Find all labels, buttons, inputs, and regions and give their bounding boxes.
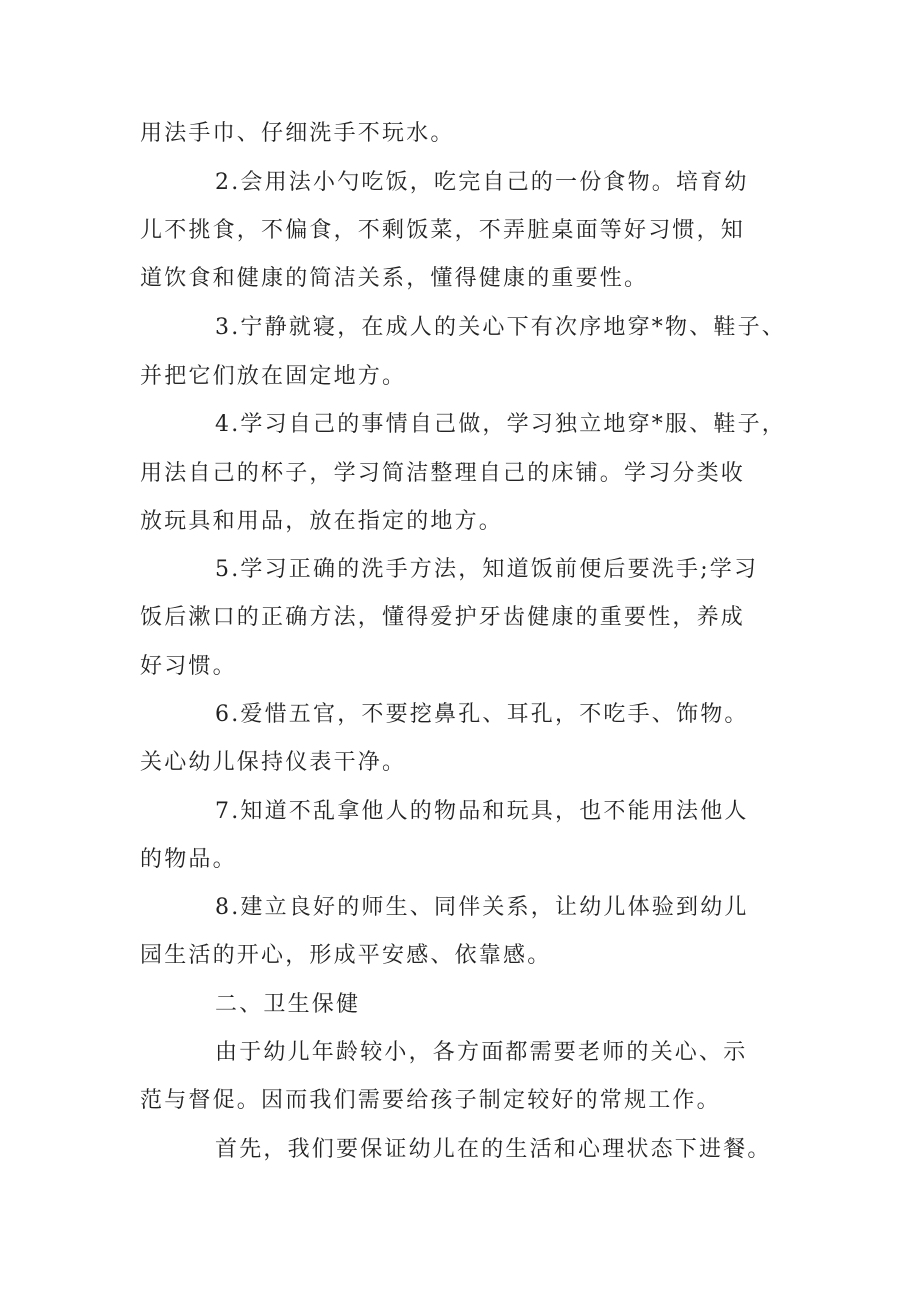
text-line: 并把它们放在固定地方。 <box>140 364 407 389</box>
text-line: 儿不挑食，不偏食，不剩饭菜，不弄脏桌面等好习惯，知 <box>140 218 746 243</box>
text-line: 6.爱惜五官，不要挖鼻孔、耳孔，不吃手、饰物。 <box>215 702 749 727</box>
text-line: 范与督促。因而我们需要给孩子制定较好的常规工作。 <box>140 1088 721 1113</box>
text-line: 3.宁静就寝，在成人的关心下有次序地穿*物、鞋子、 <box>215 315 786 340</box>
text-line: 关心幼儿保持仪表干净。 <box>140 750 407 775</box>
text-line: 道饮食和健康的简洁关系，懂得健康的重要性。 <box>140 266 649 291</box>
text-line: 放玩具和用品，放在指定的地方。 <box>140 509 504 534</box>
section-heading: 二、卫生保健 <box>215 992 361 1017</box>
text-line: 好习惯。 <box>140 654 237 679</box>
text-line: 8.建立良好的师生、同伴关系，让幼儿体验到幼儿 <box>215 895 749 920</box>
text-line: 7.知道不乱拿他人的物品和玩具，也不能用法他人 <box>215 799 749 824</box>
text-line: 2.会用法小勺吃饭，吃完自己的一份食物。培育幼 <box>215 170 749 195</box>
text-line: 4.学习自己的事情自己做，学习独立地穿*服、鞋子， <box>215 412 786 437</box>
text-line: 用法自己的杯子，学习简洁整理自己的床铺。学习分类收 <box>140 461 746 486</box>
text-line: 园生活的开心，形成平安感、依靠感。 <box>140 943 552 968</box>
text-line: 由于幼儿年龄较小，各方面都需要老师的关心、示 <box>215 1040 748 1065</box>
text-line: 首先，我们要保证幼儿在的生活和心理状态下进餐。 <box>215 1137 772 1162</box>
text-line: 的物品。 <box>140 847 237 872</box>
text-line: 饭后漱口的正确方法，懂得爱护牙齿健康的重要性，养成 <box>140 605 746 630</box>
text-line: 5.学习正确的洗手方法，知道饭前便后要洗手;学习 <box>215 557 759 582</box>
text-line: 用法手巾、仔细洗手不玩水。 <box>140 121 455 146</box>
